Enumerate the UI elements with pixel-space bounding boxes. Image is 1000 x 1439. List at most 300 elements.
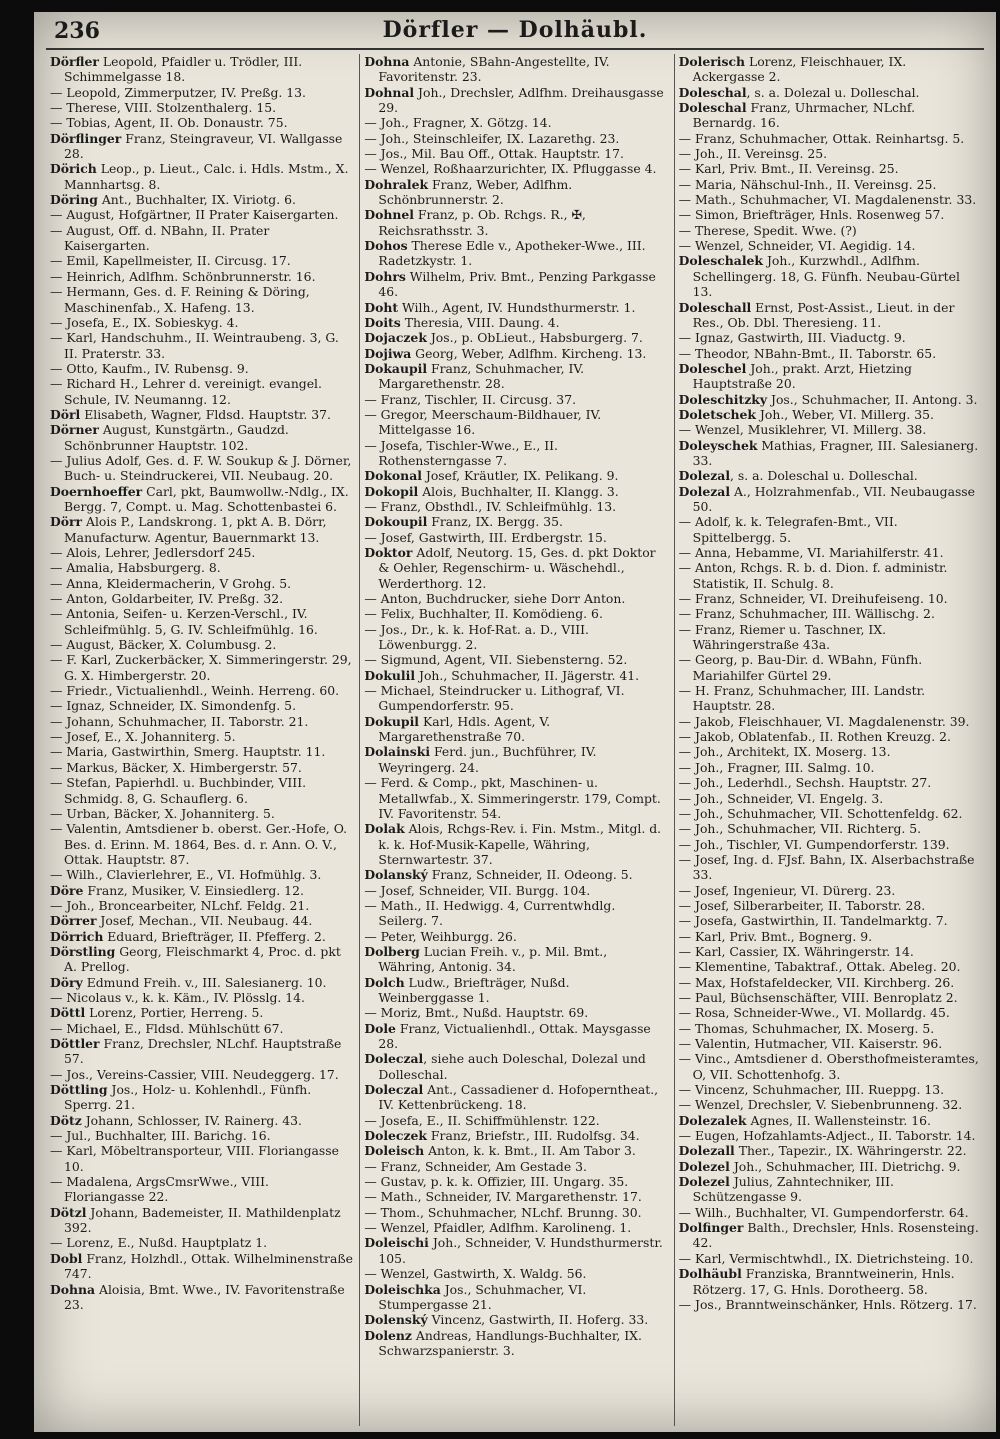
entry-details: — Karl, Vermischtwhdl., IX. Dietrichsteing. 10. (678, 1250, 974, 1266)
directory-entry (679, 330, 982, 345)
directory-entry (364, 392, 667, 407)
directory-entry (679, 422, 982, 437)
directory-entry (50, 591, 353, 606)
entry-details: Franz, Musiker, V. Einsiedlerg. 12. (83, 882, 304, 898)
directory-entry (364, 330, 667, 345)
entry-details: Franz, IX. Bergg. 35. (427, 514, 563, 530)
directory-entry (50, 867, 353, 882)
entry-surname: Dole (364, 1020, 396, 1036)
entry-surname: Doleczal (364, 1082, 424, 1098)
entry-surname: Dötzl (50, 1204, 87, 1220)
directory-entry (50, 683, 353, 698)
directory-page (34, 12, 996, 1432)
entry-details: — Stefan, Papierhdl. u. Buchbinder, VIII. Schmidg. 8, G. Schauflerg. 6. (50, 775, 307, 806)
entry-details: Georg, Fleischmarkt 4, Proc. d. pkt A. Prellog. (64, 943, 341, 975)
directory-entry (679, 944, 982, 959)
directory-entry (364, 867, 667, 882)
directory-entry (50, 376, 353, 407)
entry-details: — Maria, Nähschul-Inh., II. Vereinsg. 25. (678, 176, 937, 192)
directory-entry (364, 975, 667, 1006)
entry-details: Lorenz, Portier, Herreng. 5. (85, 1005, 264, 1021)
entry-details: — Valentin, Amtsdiener b. oberst. Ger.-Hofe, O. Bes. d. Erinn. M. 1864, Bes. d. r. Ann. O. V., Ottak. Hauptstr. 87. (50, 821, 348, 867)
entry-details: Johann, Bademeister, II. Mathildenplatz 392. (64, 1204, 341, 1236)
directory-entry (364, 1266, 667, 1281)
directory-entry (50, 929, 353, 944)
entry-details: — Felix, Buchhalter, II. Komödieng. 6. (364, 606, 603, 622)
directory-entry (50, 223, 353, 254)
directory-entry (679, 1205, 982, 1220)
entry-details: — Ignaz, Schneider, IX. Simondenfg. 5. (50, 698, 297, 714)
entry-surname: Dolezel (678, 1174, 730, 1190)
entry-details: — Wilh., Buchhalter, VI. Gumpendorferstr. 64. (678, 1204, 969, 1220)
directory-entry (364, 85, 667, 116)
entry-details: — Therese, VIII. Stolzenthalerg. 15. (50, 100, 277, 116)
entry-details: — Antonia, Seifen- u. Kerzen-Verschl., IV. Schleifmühlg. 5, G. IV. Schleifmühlg. 16. (50, 606, 318, 637)
entry-details: — Urban, Bäcker, X. Johanniterg. 5. (50, 805, 275, 821)
directory-entry (364, 714, 667, 745)
directory-entry (50, 484, 353, 515)
directory-entry (364, 744, 667, 775)
entry-details: — Thom., Schuhmacher, NLchf. Brunng. 30. (364, 1204, 642, 1220)
entry-surname: Dörich (50, 161, 97, 177)
directory-entry (364, 54, 667, 85)
entry-surname: Dohnel (364, 207, 414, 223)
entry-surname: Dörflinger (50, 130, 122, 146)
entry-details: Alois, Rchgs-Rev. i. Fin. Mstm., Mitgl. d. k. k. Hof-Musik-Kapelle, Währing, Sternwartestr. 37. (378, 821, 662, 867)
entry-details: — Josef, Schneider, VII. Burgg. 104. (364, 882, 591, 898)
directory-entry (364, 1189, 667, 1204)
entry-details: Lucian Freih. v., p. Mil. Bmt., Währing, Antonig. 34. (378, 943, 608, 975)
entry-details: Joh., Kurzwhdl., Adlfhm. Schellingerg. 18, G. Fünfh. Neubau-Gürtel 13. (692, 253, 960, 300)
entry-details: Mathias, Fragner, III. Salesianerg. 33. (692, 437, 979, 468)
directory-entry (679, 85, 982, 100)
entry-details: , siehe auch Doleschal, Dolezal und Dolleschal. (378, 1051, 646, 1082)
entry-details: — Franz, Tischler, II. Circusg. 37. (364, 391, 577, 407)
entry-surname: Doleczal (364, 1051, 424, 1067)
entry-details: — Simon, Briefträger, Hnls. Rosenweg 57. (678, 207, 945, 223)
directory-entry (679, 622, 982, 653)
entry-details: — Joh., Schuhmacher, VII. Richterg. 5. (678, 821, 922, 837)
directory-entry (50, 1235, 353, 1250)
directory-entry (364, 1021, 667, 1052)
directory-entry (50, 744, 353, 759)
entry-surname: Dötz (50, 1112, 82, 1128)
entry-details: — Jos., Dr., k. k. Hof-Rat. a. D., VIII. Löwenburgg. 2. (364, 621, 589, 653)
entry-surname: Doleschal (678, 100, 747, 116)
directory-entry (679, 913, 982, 928)
column-3 (675, 54, 988, 1426)
directory-entry (364, 652, 667, 667)
entry-details: Joh., Drechsler, Adlfhm. Dreihausgasse 29. (378, 84, 664, 116)
entry-details: — Joh., Broncearbeiter, NLchf. Feldg. 21. (50, 897, 310, 913)
running-head: Dörfler — Dolhäubl. (382, 17, 648, 43)
entry-details: Joh., Schneider, V. Hundsthurmerstr. 105. (378, 1235, 663, 1266)
directory-entry (50, 913, 353, 928)
entry-details: — Jakob, Oblatenfab., II. Rothen Kreuzg. 2. (678, 729, 951, 745)
directory-entry (50, 115, 353, 130)
entry-details: — Franz, Schneider, VI. Dreihufeiseng. 10. (678, 591, 948, 607)
entry-surname: Doleisch (364, 1143, 425, 1159)
entry-details: August, Kunstgärtn., Gaudzd. Schönbrunner Hauptstr. 102. (64, 422, 289, 453)
entry-surname: Doleczek (364, 1128, 427, 1144)
directory-entry (679, 1005, 982, 1020)
entry-details: — Anton, Goldarbeiter, IV. Preßg. 32. (50, 591, 284, 607)
directory-entry (679, 1251, 982, 1266)
directory-entry (679, 1297, 982, 1312)
entry-surname: Dojiwa (364, 345, 412, 361)
directory-entry (50, 944, 353, 975)
directory-entry (679, 1174, 982, 1205)
directory-entry (50, 1036, 353, 1067)
entry-details: — Jos., Vereins-Cassier, VIII. Neudeggerg. 17. (50, 1066, 339, 1082)
entry-details: — Thomas, Schuhmacher, IX. Moserg. 5. (678, 1020, 935, 1036)
entry-details: — Josef, Gastwirth, III. Erdbergstr. 15. (364, 529, 607, 545)
entry-details: Leop., p. Lieut., Calc. i. Hdls. Mstm., X. Mannhartsg. 8. (64, 161, 349, 192)
directory-entry (50, 100, 353, 115)
directory-entry (364, 315, 667, 330)
entry-surname: Dolainski (364, 744, 431, 760)
directory-entry (679, 177, 982, 192)
entry-details: — Joh., Fragner, X. Götzg. 14. (364, 115, 552, 131)
entry-details: Franz, Victualienhdl., Ottak. Maysgasse 28. (378, 1020, 651, 1051)
entry-surname: Döttl (50, 1005, 86, 1021)
entry-details: — Franz, Schuhmacher, Ottak. Reinhartsg. 5. (678, 130, 965, 146)
entry-details: Joh., Schuhmacher, II. Jägerstr. 41. (415, 667, 640, 683)
entry-details: — Josefa, E., II. Schiffmühlenstr. 122. (364, 1112, 600, 1128)
entry-surname: Doht (364, 299, 399, 315)
entry-details: , s. a. Dolezal u. Dolleschal. (746, 84, 920, 100)
directory-entry (364, 591, 667, 606)
entry-details: Johann, Schlosser, IV. Rainerg. 43. (81, 1112, 302, 1128)
column-2 (360, 54, 674, 1426)
directory-entry (364, 1113, 667, 1128)
directory-entry (50, 1005, 353, 1020)
directory-entry (364, 944, 667, 975)
entry-details: — Anton, Buchdrucker, siehe Dorr Anton. (364, 591, 626, 607)
entry-details: Joh., Schuhmacher, III. Dietrichg. 9. (729, 1158, 961, 1174)
entry-details: Andreas, Handlungs-Buchhalter, IX. Schwarzspanierstr. 3. (378, 1327, 642, 1358)
directory-entry (50, 714, 353, 729)
directory-entry (50, 453, 353, 484)
entry-details: Franz, Schneider, II. Odeong. 5. (427, 867, 633, 883)
directory-entry (679, 1097, 982, 1112)
directory-entry (364, 1128, 667, 1143)
entry-details: — Friedr., Victualienhdl., Weinh. Herreng. 60. (50, 683, 340, 699)
directory-entry (364, 468, 667, 483)
entry-details: Ant., Buchhalter, IX. Viriotg. 6. (97, 192, 296, 208)
directory-entry (364, 775, 667, 821)
entry-details: — Emil, Kapellmeister, II. Circusg. 17. (50, 253, 291, 269)
entry-details: — Amalia, Habsburgerg. 8. (50, 560, 221, 576)
entry-surname: Dohna (364, 54, 410, 69)
entry-details: — Theodor, NBahn-Bmt., II. Taborstr. 65. (678, 345, 937, 361)
directory-entry (364, 1051, 667, 1082)
entry-surname: Doleschitzky (678, 391, 768, 407)
entry-surname: Döring (50, 192, 98, 208)
directory-entry (679, 975, 982, 990)
entry-details: — Wilh., Clavierlehrer, E., VI. Hofmühlg. 3. (50, 867, 322, 883)
entry-surname: Doleschal (678, 84, 747, 100)
directory-entry (50, 1113, 353, 1128)
directory-entry (50, 606, 353, 637)
entry-details: — Nicolaus v., k. k. Käm., IV. Plösslg. 14. (50, 989, 305, 1005)
entry-details: — Karl, Priv. Bmt., II. Vereinsg. 25. (678, 161, 899, 177)
entry-details: — Josef, Ing. d. FJsf. Bahn, IX. Alserbachstraße 33. (678, 851, 975, 883)
directory-entry (364, 207, 667, 238)
page-header (46, 14, 984, 50)
entry-details: Julius, Zahntechniker, III. Schützengasse 9. (692, 1174, 894, 1205)
directory-entry (50, 54, 353, 85)
directory-entry (679, 775, 982, 790)
entry-surname: Dolezal (678, 483, 731, 499)
entry-surname: Dolak (364, 821, 405, 837)
entry-surname: Dolenský (364, 1312, 428, 1328)
directory-entry (679, 146, 982, 161)
directory-entry (679, 1143, 982, 1158)
entry-surname: Doletschek (678, 406, 756, 422)
directory-entry (364, 346, 667, 361)
entry-surname: Doleschall (678, 299, 752, 315)
directory-entry (364, 1005, 667, 1020)
directory-entry (50, 1067, 353, 1082)
directory-entry (679, 1051, 982, 1082)
directory-entry (364, 929, 667, 944)
entry-details: Ernst, Post-Assist., Lieut. in der Res., Ob. Dbl. Theresieng. 11. (692, 299, 955, 330)
entry-details: — Wenzel, Schneider, VI. Aegidig. 14. (678, 238, 916, 254)
entry-details: , s. a. Doleschal u. Dolleschal. (730, 468, 918, 484)
directory-entry (50, 514, 353, 545)
entry-surname: Doleyschek (678, 437, 758, 453)
directory-entry (364, 530, 667, 545)
entry-details: Franz, Schuhmacher, IV. Margarethenstr. 28. (378, 360, 585, 392)
directory-entry (50, 1282, 353, 1313)
entry-details: — August, Off. d. NBahn, II. Prater Kaisergarten. (50, 222, 270, 254)
entry-details: Georg, Weber, Adlfhm. Kircheng. 13. (411, 345, 647, 361)
entry-surname: Döre (50, 882, 84, 898)
directory-entry (679, 837, 982, 852)
entry-surname: Doernhoeffer (50, 483, 143, 499)
directory-entry (364, 300, 667, 315)
entry-details: Jos., Schuhmacher, VI. Stumpergasse 21. (378, 1281, 587, 1312)
entry-details: Lorenz, Fleischhauer, IX. Ackergasse 2. (692, 54, 907, 85)
entry-details: Alois P., Landskrong. 1, pkt A. B. Dörr, Manufacturw. Agentur, Bauernmarkt 13. (64, 514, 327, 545)
directory-entry (364, 115, 667, 130)
entry-details: — Moriz, Bmt., Nußd. Hauptstr. 69. (364, 1005, 589, 1021)
directory-entry (679, 1220, 982, 1251)
entry-surname: Dolezel (678, 1158, 730, 1174)
directory-entry (679, 238, 982, 253)
directory-entry (679, 591, 982, 606)
directory-entry (50, 821, 353, 867)
directory-entry (679, 1159, 982, 1174)
entry-details: — Sigmund, Agent, VII. Siebensterng. 52. (364, 652, 628, 668)
directory-entry (50, 898, 353, 913)
entry-details: — Math., II. Hedwigg. 4, Currentwhdlg. Seilerg. 7. (364, 897, 616, 929)
directory-entry (679, 652, 982, 683)
directory-entry (50, 1174, 353, 1205)
entry-details: Vincenz, Gastwirth, II. Hoferg. 33. (427, 1312, 649, 1328)
entry-details: Carl, pkt, Baumwollw.-Ndlg., IX. Bergg. 7, Compt. u. Mag. Schottenbastei 6. (64, 483, 349, 514)
entry-details: — H. Franz, Schuhmacher, III. Landstr. Hauptstr. 28. (678, 683, 926, 714)
entry-details: — Josef, Silberarbeiter, II. Taborstr. 28. (678, 897, 926, 913)
entry-details: — Vincenz, Schuhmacher, III. Rueppg. 13. (678, 1082, 945, 1098)
directory-entry (50, 131, 353, 162)
directory-entry (50, 1021, 353, 1036)
entry-details: Antonie, SBahn-Angestellte, IV. Favoritenstr. 23. (378, 54, 610, 85)
entry-details: — Otto, Kaufm., IV. Rubensg. 9. (50, 360, 249, 376)
entry-surname: Dokoupil (364, 514, 428, 530)
entry-details: — Josef, E., X. Johanniterg. 5. (50, 729, 236, 745)
directory-entry (679, 223, 982, 238)
directory-entry (679, 760, 982, 775)
entry-details: A., Holzrahmenfab., VII. Neubaugasse 50. (692, 483, 976, 514)
directory-entry (679, 806, 982, 821)
directory-entry (679, 929, 982, 944)
directory-entry (50, 975, 353, 990)
entry-surname: Dolch (364, 974, 405, 990)
entry-details: — Joh., Architekt, IX. Moserg. 13. (678, 744, 891, 760)
directory-entry (364, 161, 667, 176)
entry-details: — Ferd. & Comp., pkt, Maschinen- u. Metallwfab., X. Simmeringerstr. 179, Compt. IV. Favoritenstr. 54. (364, 775, 661, 821)
entry-details: — Franz, Schuhmacher, III. Wällischg. 2. (678, 606, 935, 622)
entry-details: — Wenzel, Drechsler, V. Siebenbrunneng. 32. (678, 1097, 963, 1113)
directory-entry (679, 100, 982, 131)
directory-entry (50, 407, 353, 422)
entry-details: — Josef, Ingenieur, VI. Dürerg. 23. (678, 882, 896, 898)
entry-details: Elisabeth, Wagner, Fldsd. Hauptstr. 37. (80, 406, 331, 422)
entry-details: — Leopold, Zimmerputzer, IV. Preßg. 13. (50, 84, 306, 100)
entry-details: — Math., Schuhmacher, VI. Magdalenenstr. 33. (678, 192, 977, 208)
directory-entry (50, 161, 353, 192)
directory-entry (364, 131, 667, 146)
entry-details: — Rosa, Schneider-Wwe., VI. Mollardg. 45. (678, 1005, 950, 1021)
entry-surname: Dokupil (364, 713, 420, 729)
entry-details: — Josefa, Gastwirthin, II. Tandelmarktg. 7. (678, 913, 948, 929)
directory-entry (679, 392, 982, 407)
directory-entry (679, 744, 982, 759)
entry-details: Ther., Tapezir., IX. Währingerstr. 22. (734, 1143, 967, 1159)
entry-surname: Dojaczek (364, 330, 427, 346)
directory-entry (364, 1159, 667, 1174)
entry-details: Franz, Steingraveur, VI. Wallgasse 28. (64, 130, 343, 162)
directory-entry (364, 146, 667, 161)
directory-entry (679, 361, 982, 392)
entry-details: — Karl, Möbeltransporteur, VIII. Floriangasse 10. (50, 1143, 339, 1174)
entry-surname: Dolerisch (678, 54, 746, 69)
entry-details: Edmund Freih. v., III. Salesianerg. 10. (82, 974, 327, 990)
entry-details: Balth., Drechsler, Hnls. Rosensteing. 42. (692, 1220, 979, 1251)
entry-surname: Dohralek (364, 176, 429, 192)
directory-entry (50, 545, 353, 560)
entry-details: Eduard, Briefträger, II. Pfefferg. 2. (103, 928, 326, 944)
entry-details: Josef, Mechan., VII. Neubaug. 44. (96, 913, 313, 929)
entry-details: — Franz, Schneider, Am Gestade 3. (364, 1158, 587, 1174)
entry-details: — Jakob, Fleischhauer, VI. Magdalenenstr. 39. (678, 713, 970, 729)
entry-details: — Michael, E., Fldsd. Mühlschütt 67. (50, 1020, 284, 1036)
directory-entry (364, 1205, 667, 1220)
directory-entry (679, 54, 982, 85)
directory-entry (364, 499, 667, 514)
directory-entry (50, 422, 353, 453)
entry-details: Franz, Drechsler, NLchf. Hauptstraße 57. (64, 1036, 342, 1067)
entry-surname: Dörrich (50, 928, 104, 944)
entry-details: — Max, Hofstafeldecker, VII. Kirchberg. 26. (678, 974, 955, 990)
directory-entry (679, 990, 982, 1005)
entry-details: Therese Edle v., Apotheker-Wwe., III. Radetzkystr. 1. (378, 238, 646, 269)
directory-entry (50, 729, 353, 744)
directory-entry (50, 1143, 353, 1174)
directory-entry (364, 238, 667, 269)
entry-details: — Johann, Schuhmacher, II. Taborstr. 21. (50, 713, 309, 729)
entry-details: Josef, Kräutler, IX. Pelikang. 9. (421, 468, 619, 484)
directory-entry (364, 883, 667, 898)
entry-details: — Jos., Branntweinschänker, Hnls. Rötzerg. 17. (678, 1296, 977, 1312)
entry-details: Ludw., Briefträger, Nußd. Weinberggasse 1. (378, 974, 570, 1005)
entry-surname: Dolezal (678, 468, 731, 484)
entry-details: — Joh., Schneider, VI. Engelg. 3. (678, 790, 884, 806)
entry-surname: Dolhäubl (678, 1266, 742, 1282)
directory-entry (679, 1128, 982, 1143)
entry-details: — Peter, Weihburgg. 26. (364, 928, 517, 944)
directory-entry (50, 284, 353, 315)
entry-details: Adolf, Neutorg. 15, Ges. d. pkt Doktor & Oehler, Regenschirm- u. Wäschehdl., Werderthorg. 12. (378, 545, 656, 591)
entry-details: — Anna, Hebamme, VI. Mariahilferstr. 41. (678, 545, 944, 560)
entry-surname: Dolezalek (678, 1112, 747, 1128)
entry-surname: Doleschalek (678, 253, 763, 269)
directory-entry (50, 576, 353, 591)
directory-entry (364, 407, 667, 438)
directory-entry (679, 714, 982, 729)
entry-details: — Josefa, Tischler-Wwe., E., II. Rothensterngasse 7. (364, 437, 558, 468)
column-1 (46, 54, 360, 1426)
entry-surname: Dohos (364, 238, 408, 254)
directory-entry (364, 1328, 667, 1359)
entry-surname: Dolanský (364, 867, 428, 883)
directory-entry (364, 1282, 667, 1313)
page-number: 236 (54, 18, 100, 44)
entry-details: Franziska, Branntweinerin, Hnls. Rötzerg. 17, G. Hnls. Dorotheerg. 58. (692, 1266, 955, 1297)
directory-entry (679, 959, 982, 974)
entry-surname: Dokopil (364, 483, 419, 499)
directory-entry (50, 698, 353, 713)
directory-entry (679, 606, 982, 621)
directory-entry (679, 560, 982, 591)
directory-entry (50, 207, 353, 222)
entry-details: — Wenzel, Gastwirth, X. Waldg. 56. (364, 1266, 587, 1282)
entry-details: — Heinrich, Adlfhm. Schönbrunnerstr. 16. (50, 268, 316, 284)
entry-details: Franz, Weber, Adlfhm. Schönbrunnerstr. 2. (378, 176, 573, 208)
entry-details: — Wenzel, Musiklehrer, VI. Millerg. 38. (678, 422, 927, 438)
entry-details: — Joh., II. Vereinsg. 25. (678, 146, 828, 162)
entry-surname: Dobl (50, 1250, 83, 1266)
directory-entry (50, 652, 353, 683)
entry-details: — Ignaz, Gastwirth, III. Viaductg. 9. (678, 330, 906, 346)
entry-details: Anton, k. k. Bmt., II. Am Tabor 3. (424, 1143, 636, 1159)
entry-details: — Gustav, p. k. k. Offizier, III. Ungarg. 35. (364, 1174, 629, 1190)
entry-surname: Doleischi (364, 1235, 429, 1251)
entry-details: Jos., Schuhmacher, II. Antong. 3. (767, 391, 978, 407)
entry-surname: Dörstling (50, 943, 116, 959)
directory-entry (50, 361, 353, 376)
entry-surname: Doits (364, 314, 401, 330)
entry-details: — Vinc., Amtsdiener d. Obersthofmeisteramtes, O, VII. Schottenhofg. 3. (678, 1051, 979, 1082)
directory-entry (50, 1082, 353, 1113)
entry-details: — Adolf, k. k. Telegrafen-Bmt., VII. Spittelbergg. 5. (678, 514, 898, 545)
entry-details: — August, Hofgärtner, II Prater Kaisergarten. (50, 207, 339, 223)
entry-details: — Julius Adolf, Ges. d. F. W. Soukup & J. Dörner, Buch- u. Steindruckerei, VII. Neubaug. 20. (50, 452, 352, 484)
entry-details: Wilhelm, Priv. Bmt., Penzing Parkgasse 46. (378, 268, 656, 300)
entry-surname: Dolenz (364, 1327, 412, 1343)
